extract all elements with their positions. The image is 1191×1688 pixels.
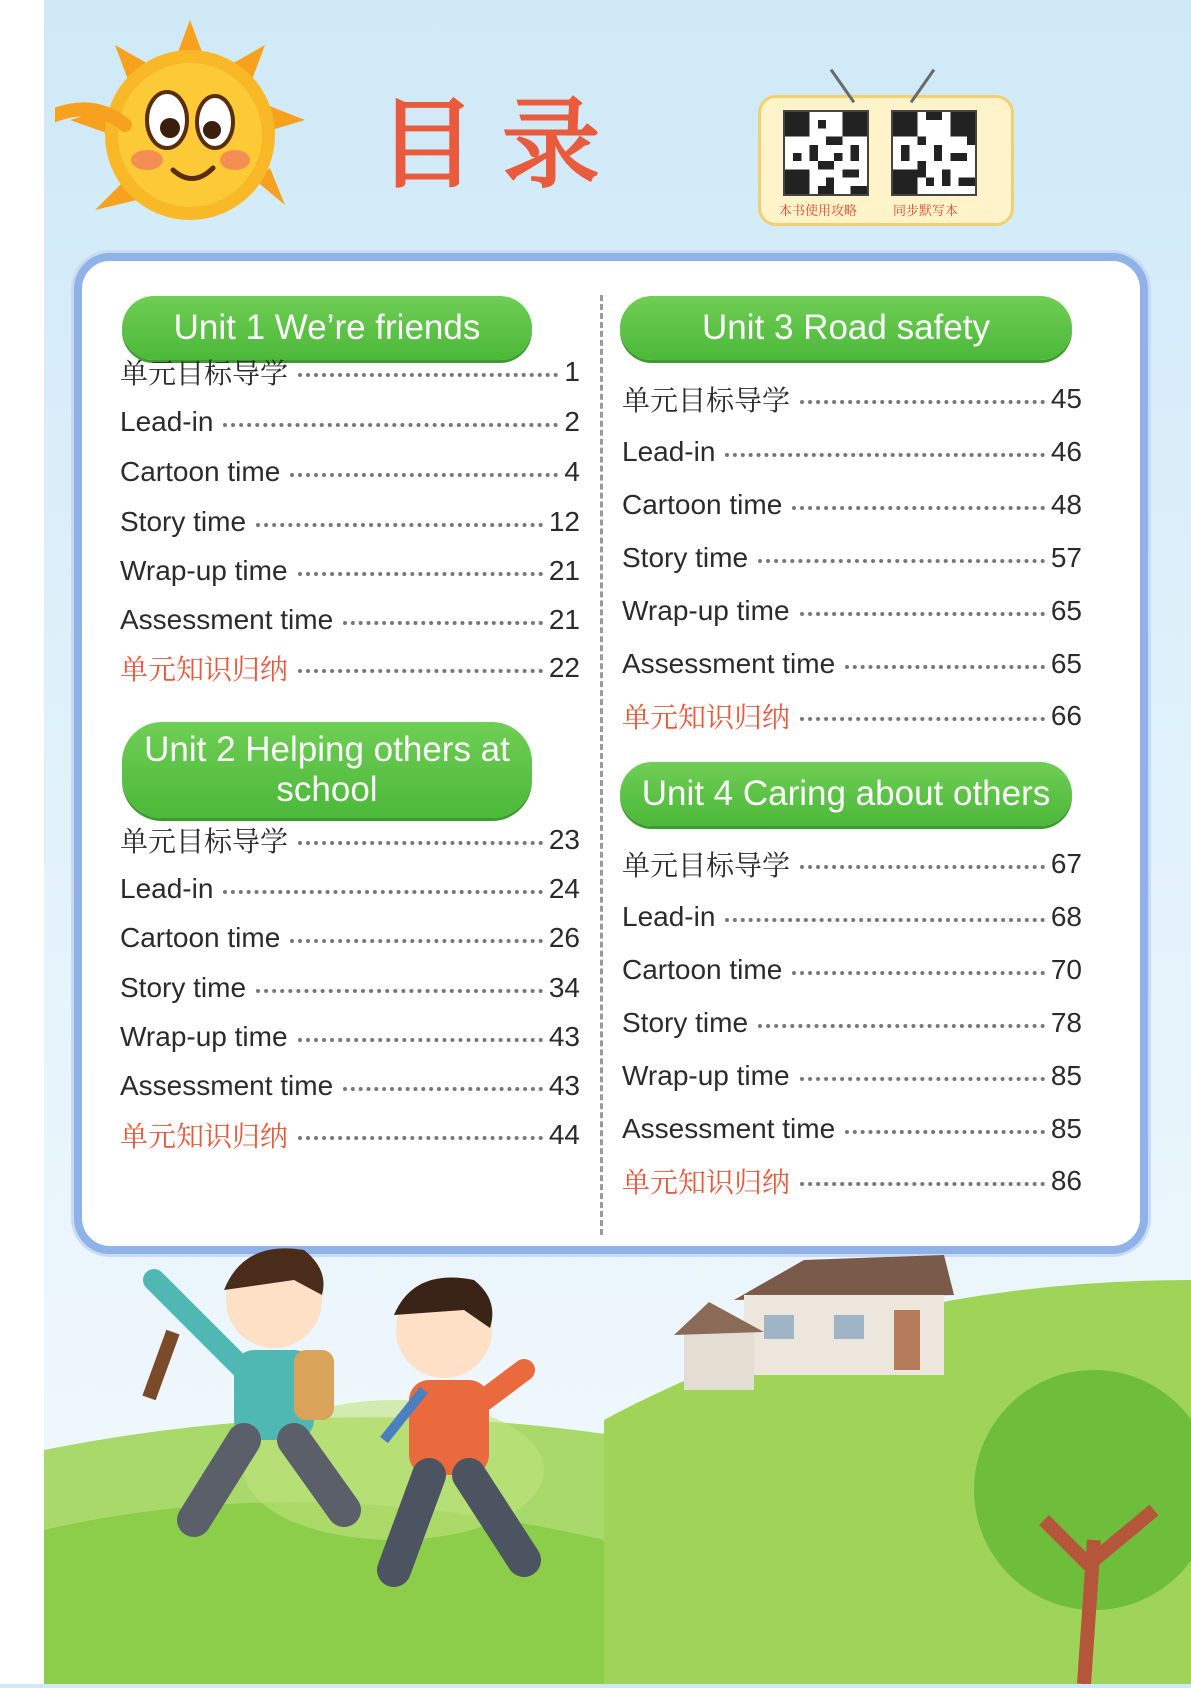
toc-entry[interactable] <box>622 952 1082 988</box>
qr-caption: 同步默写本 <box>893 204 959 219</box>
entry-label: Cartoon time <box>120 456 281 487</box>
dot-leader <box>800 717 1045 721</box>
entry-label: Wrap-up time <box>622 1060 790 1091</box>
entry-page: 57 <box>1050 542 1082 573</box>
page-title: 目录 <box>378 87 627 202</box>
entry-page: 43 <box>548 1021 580 1052</box>
toc-entry[interactable] <box>120 1068 580 1104</box>
dot-leader <box>343 621 543 625</box>
entry-page: 24 <box>548 873 580 904</box>
entry-page: 65 <box>1050 648 1082 679</box>
entry-page: 21 <box>548 604 580 635</box>
toc-entry[interactable] <box>622 646 1082 682</box>
entry-label: Lead-in <box>120 406 214 437</box>
dot-leader <box>298 572 543 576</box>
entry-label: 单元知识归纳 <box>622 702 791 733</box>
children-running-illustration <box>44 1240 1191 1684</box>
entry-label: 单元知识归纳 <box>622 1167 791 1198</box>
dot-leader <box>223 890 542 894</box>
dot-leader <box>256 523 543 527</box>
entry-page: 34 <box>548 972 580 1003</box>
dot-leader <box>298 669 543 673</box>
entry-page: 85 <box>1050 1060 1082 1091</box>
column-divider <box>600 295 603 1235</box>
entry-page: 44 <box>548 1119 580 1150</box>
entry-page: 68 <box>1050 901 1082 932</box>
entry-page: 46 <box>1050 436 1082 467</box>
entry-label: 单元目标导学 <box>622 850 791 881</box>
entry-page: 86 <box>1050 1165 1082 1196</box>
dot-leader <box>298 841 543 845</box>
entry-label: Assessment time <box>120 1070 334 1101</box>
entry-page: 2 <box>564 406 580 437</box>
toc-entry[interactable] <box>120 970 580 1006</box>
toc-entry[interactable] <box>120 504 580 540</box>
unit-1-heading[interactable]: Unit 1 We’re friends <box>122 296 532 360</box>
entry-label: Story time <box>622 1007 749 1038</box>
entry-label: Assessment time <box>622 648 836 679</box>
toc-entry[interactable] <box>622 593 1082 629</box>
dot-leader <box>800 865 1045 869</box>
dot-leader <box>792 971 1045 975</box>
entry-page: 70 <box>1050 954 1082 985</box>
dot-leader <box>290 939 543 943</box>
entry-page: 21 <box>548 555 580 586</box>
entry-page: 26 <box>548 922 580 953</box>
toc-entry[interactable] <box>622 1058 1082 1094</box>
dot-leader <box>256 989 543 993</box>
entry-label: Story time <box>120 506 247 537</box>
entry-label: 单元目标导学 <box>120 358 289 389</box>
toc-entry[interactable] <box>120 553 580 589</box>
entry-page: 48 <box>1050 489 1082 520</box>
toc-entry[interactable] <box>120 1019 580 1055</box>
toc-entry[interactable] <box>622 899 1082 935</box>
entry-label: Lead-in <box>120 873 214 904</box>
dot-leader <box>223 423 558 427</box>
dot-leader <box>800 1077 1045 1081</box>
house-illustration <box>674 1255 954 1390</box>
entry-page: 23 <box>548 824 580 855</box>
toc-entry[interactable] <box>120 871 580 907</box>
dot-leader <box>800 400 1045 404</box>
entry-page: 78 <box>1050 1007 1082 1038</box>
dot-leader <box>298 373 558 377</box>
page-margin <box>0 0 44 1684</box>
entry-page: 65 <box>1050 595 1082 626</box>
entry-label: Lead-in <box>622 901 716 932</box>
entry-page: 85 <box>1050 1113 1082 1144</box>
toc-entry[interactable] <box>120 920 580 956</box>
entry-label: 单元知识归纳 <box>120 1121 289 1152</box>
toc-entry-summary[interactable] <box>120 1117 580 1153</box>
unit-3-heading[interactable]: Unit 3 Road safety <box>620 296 1072 360</box>
entry-page: 66 <box>1050 700 1082 731</box>
unit-2-heading[interactable]: Unit 2 Helping others at school <box>122 722 532 818</box>
dot-leader <box>343 1087 543 1091</box>
dot-leader <box>725 918 1044 922</box>
toc-entry[interactable] <box>622 381 1082 417</box>
dot-leader <box>758 559 1045 563</box>
entry-label: Wrap-up time <box>120 1021 288 1052</box>
entry-label: Story time <box>120 972 247 1003</box>
entry-label: 单元目标导学 <box>120 826 289 857</box>
entry-label: 单元知识归纳 <box>120 654 289 685</box>
entry-label: Wrap-up time <box>622 595 790 626</box>
entry-label: Cartoon time <box>622 954 783 985</box>
qr-code-icon[interactable] <box>891 110 977 196</box>
entry-page: 43 <box>548 1070 580 1101</box>
toc-entry[interactable] <box>120 602 580 638</box>
dot-leader <box>800 1182 1045 1186</box>
qr-code-panel <box>758 95 1014 226</box>
toc-entry[interactable] <box>120 404 580 440</box>
antenna-icon <box>830 69 855 103</box>
entry-label: 单元目标导学 <box>622 385 791 416</box>
toc-entry[interactable] <box>120 822 580 858</box>
entry-label: Cartoon time <box>120 922 281 953</box>
entry-label: Story time <box>622 542 749 573</box>
entry-page: 22 <box>548 652 580 683</box>
dot-leader <box>845 665 1045 669</box>
entry-label: Assessment time <box>622 1113 836 1144</box>
entry-page: 45 <box>1050 383 1082 414</box>
entry-page: 1 <box>564 356 580 387</box>
entry-label: Wrap-up time <box>120 555 288 586</box>
entry-label: Cartoon time <box>622 489 783 520</box>
dot-leader <box>298 1038 543 1042</box>
toc-entry-summary[interactable] <box>622 1163 1082 1199</box>
dot-leader <box>758 1024 1045 1028</box>
toc-entry[interactable] <box>622 1111 1082 1147</box>
toc-entry[interactable] <box>622 487 1082 523</box>
toc-entry[interactable] <box>622 540 1082 576</box>
toc-entry[interactable] <box>622 846 1082 882</box>
toc-entry-summary[interactable] <box>120 650 580 686</box>
toc-entry[interactable] <box>120 454 580 490</box>
antenna-icon <box>910 69 935 103</box>
entry-page: 4 <box>564 456 580 487</box>
dot-leader <box>792 506 1045 510</box>
unit-4-heading[interactable]: Unit 4 Caring about others <box>620 762 1072 826</box>
qr-caption: 本书使用攻略 <box>779 204 858 219</box>
entry-page: 12 <box>548 506 580 537</box>
dot-leader <box>290 473 558 477</box>
dot-leader <box>725 453 1044 457</box>
entry-page: 67 <box>1050 848 1082 879</box>
entry-label: Assessment time <box>120 604 334 635</box>
dot-leader <box>800 612 1045 616</box>
toc-entry[interactable] <box>622 434 1082 470</box>
toc-entry[interactable] <box>622 1005 1082 1041</box>
qr-code-icon[interactable] <box>783 110 869 196</box>
entry-label: Lead-in <box>622 436 716 467</box>
dot-leader <box>298 1136 543 1140</box>
dot-leader <box>845 1130 1045 1134</box>
sun-mascot-illustration <box>55 20 325 250</box>
toc-entry[interactable] <box>120 354 580 390</box>
toc-entry-summary[interactable] <box>622 698 1082 734</box>
